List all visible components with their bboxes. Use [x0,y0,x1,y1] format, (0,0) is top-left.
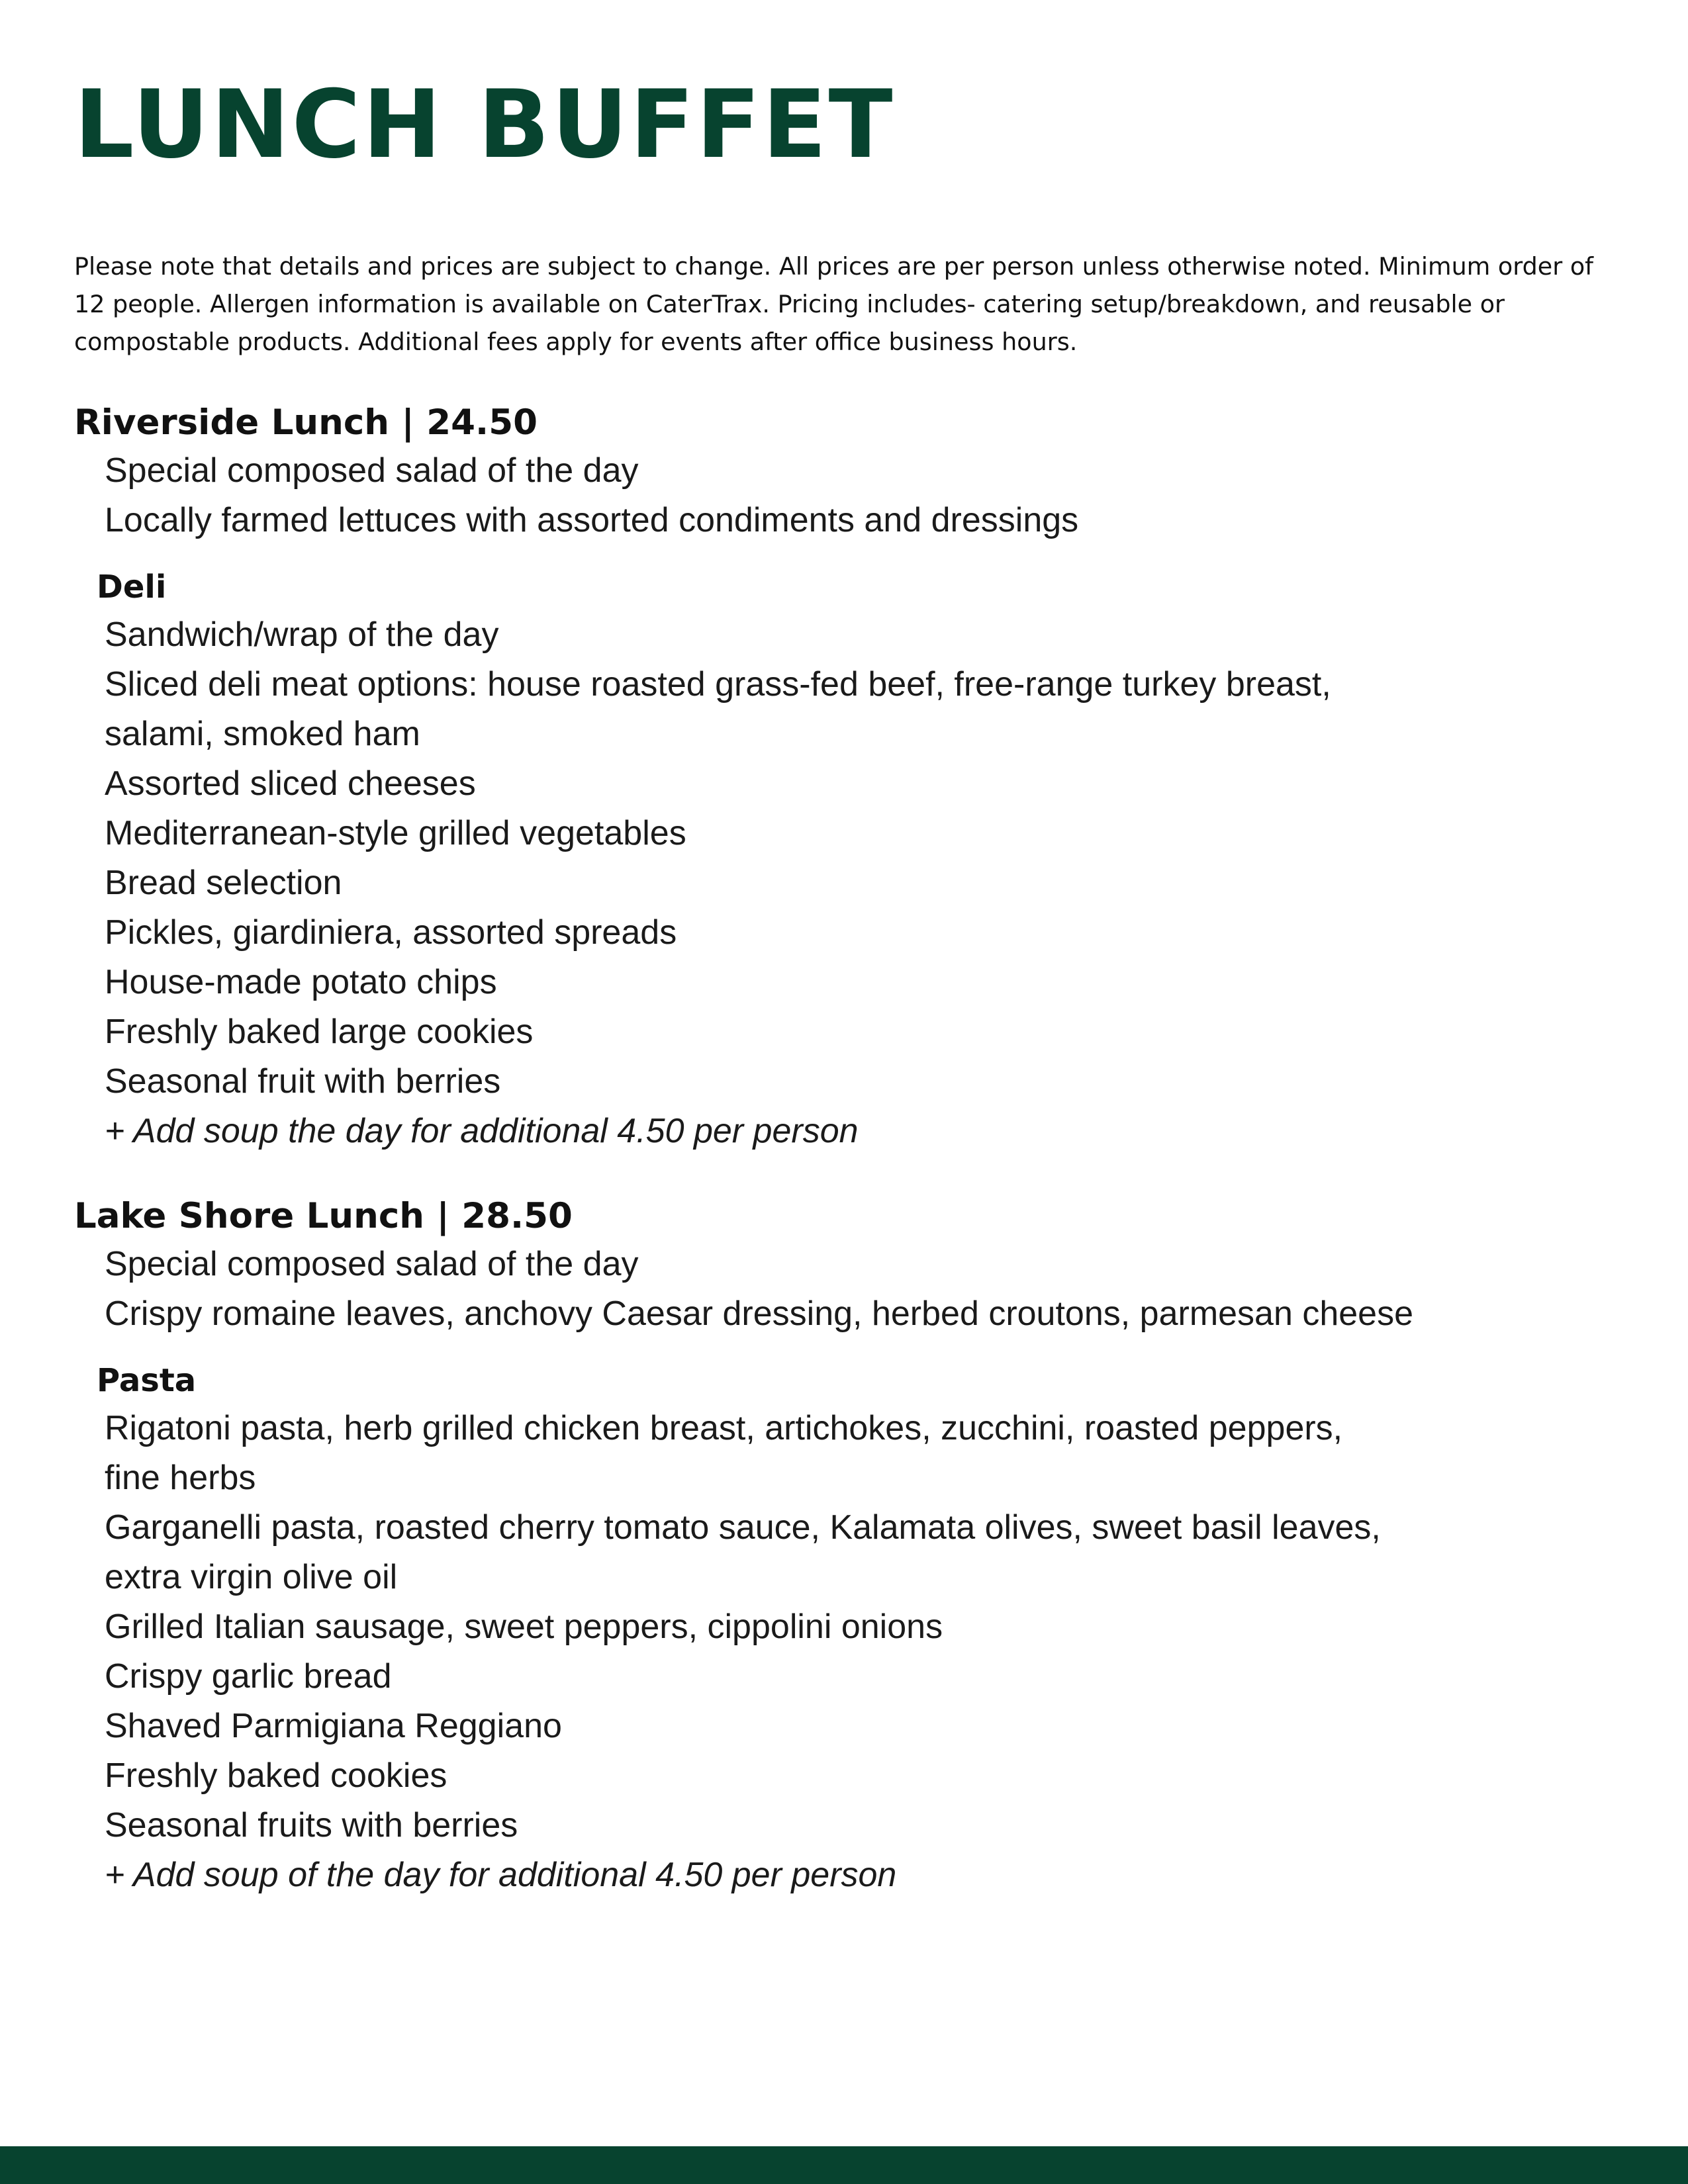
list-item: salami, smoked ham [105,715,420,753]
pasta-heading: Pasta [97,1362,197,1399]
list-item: Seasonal fruits with berries [105,1806,518,1844]
list-item: Special composed salad of the day [105,451,639,490]
list-item: Locally farmed lettuces with assorted condiments and dressings [105,501,1079,539]
list-item: Rigatoni pasta, herb grilled chicken breast, artichokes, zucchini, roasted peppers, [105,1409,1343,1447]
list-item: Freshly baked cookies [105,1756,447,1795]
list-item: Sliced deli meat options: house roasted grass-fed beef, free-range turkey breast, [105,665,1331,704]
footer-bar [0,2146,1688,2184]
deli-heading: Deli [97,569,167,606]
list-item: fine herbs [105,1459,256,1497]
list-item: Mediterranean-style grilled vegetables [105,814,686,852]
pasta-item-list [105,1404,1601,1900]
lake-shore-lunch-heading: Lake Shore Lunch | 28.50 [74,1196,573,1236]
list-item: Seasonal fruit with berries [105,1062,501,1101]
list-item: Special composed salad of the day [105,1245,639,1283]
list-item: Garganelli pasta, roasted cherry tomato sauce, Kalamata olives, sweet basil leaves, [105,1508,1381,1547]
riverside-salad-list [105,446,1601,545]
list-item: Shaved Parmigiana Reggiano [105,1707,562,1745]
list-item: Freshly baked large cookies [105,1013,534,1051]
list-item: extra virgin olive oil [105,1558,398,1596]
lake-shore-soup-addon: + Add soup of the day for additional 4.50 per person [105,1856,897,1894]
lake-shore-salad-list [105,1240,1601,1339]
deli-item-list [105,610,1601,1156]
list-item: Sandwich/wrap of the day [105,615,499,654]
list-item: Bread selection [105,864,342,902]
riverside-soup-addon: + Add soup the day for additional 4.50 per person [105,1112,859,1150]
pricing-notice: Please note that details and prices are subject to change. All prices are per person unless otherwise noted. Minimum order of 12 people. Allergen information is available on CaterTrax. Pricing includes- catering setup/breakdown, and reusable or compostable products. Additional fees apply for events after office business hours. [74,252,1594,356]
riverside-lunch-heading: Riverside Lunch | 24.50 [74,402,538,443]
page-title: LUNCH BUFFET [74,70,895,179]
list-item: Pickles, giardiniera, assorted spreads [105,913,677,952]
list-item: Grilled Italian sausage, sweet peppers, cippolini onions [105,1608,943,1646]
list-item: Crispy romaine leaves, anchovy Caesar dressing, herbed croutons, parmesan cheese [105,1295,1414,1333]
list-item: House-made potato chips [105,963,497,1001]
list-item: Crispy garlic bread [105,1657,392,1696]
list-item: Assorted sliced cheeses [105,764,476,803]
